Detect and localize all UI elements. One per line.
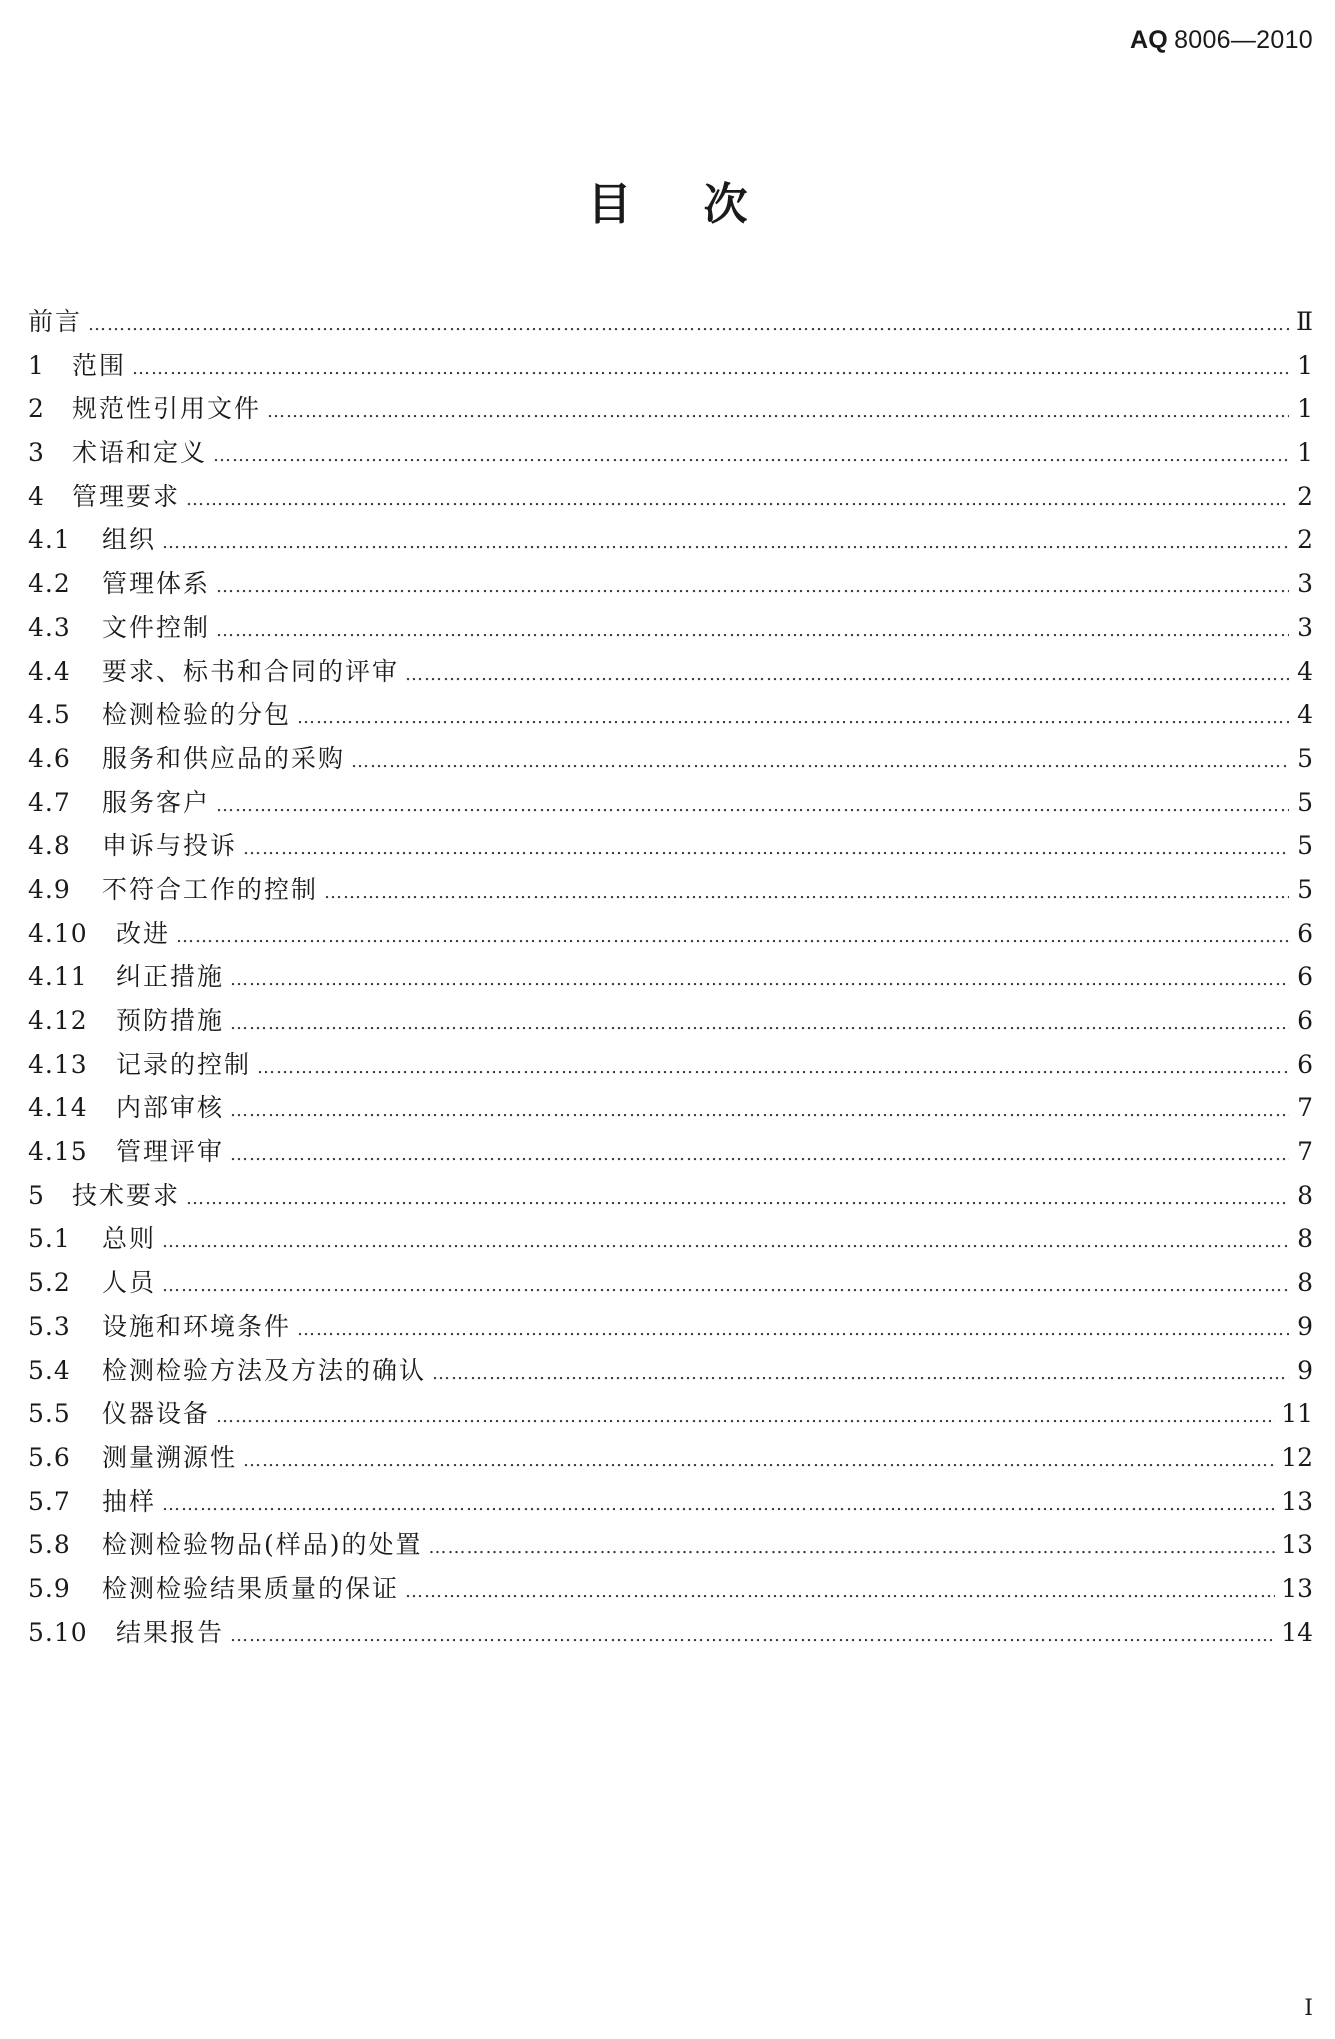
toc-entry-number: 5 xyxy=(28,1180,45,1210)
toc-leader-dots xyxy=(162,1483,1275,1527)
toc-entry-title: 要求、标书和合同的评审 xyxy=(102,656,400,686)
toc-entry-title: 检测检验物品(样品)的处置 xyxy=(102,1530,423,1560)
toc-entry-page: 3 xyxy=(1297,612,1313,642)
toc-entry[interactable] xyxy=(28,518,1313,562)
toc-entry-page: 13 xyxy=(1281,1573,1313,1603)
toc-entry[interactable] xyxy=(28,1480,1313,1524)
toc-entry-title: 测量溯源性 xyxy=(102,1442,238,1472)
toc-entry[interactable] xyxy=(28,650,1313,694)
page-number: I xyxy=(1304,1996,1313,2021)
toc-entry[interactable] xyxy=(28,1043,1313,1087)
toc-entry-number: 4.4 xyxy=(28,656,71,686)
toc-entry-number: 4.6 xyxy=(28,743,71,773)
toc-entry-title: 预防措施 xyxy=(116,1006,225,1035)
toc-entry-title: 管理评审 xyxy=(116,1137,225,1167)
toc-entry[interactable] xyxy=(28,1130,1313,1174)
toc-leader-dots xyxy=(230,1614,1275,1658)
toc-leader-dots xyxy=(186,1177,1289,1221)
toc-entry-number: 4.9 xyxy=(28,874,71,904)
toc-entry-number: 5.7 xyxy=(28,1486,71,1516)
toc-leader-dots xyxy=(243,1439,1275,1483)
toc-entry[interactable] xyxy=(28,955,1313,999)
toc-entry-page: 5 xyxy=(1297,831,1313,861)
toc-entry[interactable] xyxy=(28,475,1313,519)
toc-leader-dots xyxy=(132,347,1289,391)
toc-entry-number: 4.1 xyxy=(28,525,71,555)
table-of-contents xyxy=(28,300,1313,1654)
toc-entry[interactable] xyxy=(28,1217,1313,1261)
toc-leader-dots xyxy=(186,478,1289,522)
toc-entry-page: 8 xyxy=(1297,1180,1313,1210)
toc-entry-title: 记录的控制 xyxy=(116,1049,252,1079)
toc-entry[interactable] xyxy=(28,1174,1313,1218)
toc-entry-page: 14 xyxy=(1281,1617,1313,1647)
toc-entry-title: 范围 xyxy=(72,350,127,380)
toc-entry[interactable] xyxy=(28,1523,1313,1567)
toc-entry-title: 服务客户 xyxy=(102,787,211,817)
toc-entry-number: 5.3 xyxy=(28,1311,71,1341)
toc-entry[interactable] xyxy=(28,1086,1313,1130)
toc-entry-page: Ⅱ xyxy=(1296,307,1313,336)
toc-entry[interactable] xyxy=(28,606,1313,650)
toc-entry[interactable] xyxy=(28,1611,1313,1655)
toc-entry-title: 结果报告 xyxy=(116,1617,225,1647)
toc-entry[interactable] xyxy=(28,1305,1313,1349)
toc-entry-page: 6 xyxy=(1297,962,1313,992)
toc-entry-page: 11 xyxy=(1281,1399,1313,1429)
toc-entry-page: 6 xyxy=(1297,1006,1313,1035)
toc-entry-number: 4.14 xyxy=(28,1093,88,1123)
toc-entry-page: 9 xyxy=(1297,1311,1313,1341)
toc-entry-number: 4.10 xyxy=(28,918,88,948)
toc-entry-page: 9 xyxy=(1297,1355,1313,1385)
toc-entry[interactable] xyxy=(28,1567,1313,1611)
toc-leader-dots xyxy=(267,390,1289,434)
toc-entry-title: 申诉与投诉 xyxy=(102,831,238,861)
toc-leader-dots xyxy=(216,609,1289,653)
toc-leader-dots xyxy=(176,915,1289,959)
page-title: 目次 xyxy=(587,179,820,230)
toc-entry-number: 4.15 xyxy=(28,1137,88,1167)
toc-entry[interactable] xyxy=(28,1392,1313,1436)
toc-leader-dots xyxy=(162,1220,1289,1264)
toc-entry-number: 5.1 xyxy=(28,1224,71,1254)
toc-leader-dots xyxy=(257,1046,1289,1090)
toc-entry-number: 4.2 xyxy=(28,569,71,599)
toc-entry[interactable] xyxy=(28,344,1313,388)
toc-entry[interactable] xyxy=(28,1436,1313,1480)
toc-entry-page: 5 xyxy=(1297,874,1313,904)
toc-leader-dots xyxy=(297,696,1289,740)
toc-entry-number: 5.6 xyxy=(28,1442,71,1472)
toc-entry[interactable] xyxy=(28,737,1313,781)
toc-entry-title: 抽样 xyxy=(102,1486,157,1516)
toc-entry[interactable] xyxy=(28,1261,1313,1305)
toc-leader-dots xyxy=(351,740,1289,784)
toc-leader-dots xyxy=(216,1395,1275,1439)
toc-entry-title: 管理要求 xyxy=(72,481,181,511)
toc-entry[interactable] xyxy=(28,431,1313,475)
toc-entry-number: 4.3 xyxy=(28,612,71,642)
toc-entry[interactable] xyxy=(28,868,1313,912)
toc-entry-number: 5.4 xyxy=(28,1355,71,1385)
toc-entry-number: 4 xyxy=(28,481,45,511)
toc-leader-dots xyxy=(230,958,1289,1002)
toc-entry-title: 术语和定义 xyxy=(72,438,208,468)
toc-entry-number: 5.10 xyxy=(28,1617,88,1647)
toc-entry-title: 内部审核 xyxy=(116,1093,225,1123)
toc-entry-title: 设施和环境条件 xyxy=(102,1311,292,1341)
toc-entry-number: 5.2 xyxy=(28,1268,71,1298)
toc-entry[interactable] xyxy=(28,912,1313,956)
toc-leader-dots xyxy=(405,653,1289,697)
toc-entry-number: 4.8 xyxy=(28,831,71,861)
toc-entry-number: 4.11 xyxy=(28,962,88,992)
toc-entry-number: 4.5 xyxy=(28,700,71,730)
toc-entry-page: 5 xyxy=(1297,743,1313,773)
standard-number: 8006—2010 xyxy=(1174,26,1313,54)
toc-entry-title: 人员 xyxy=(102,1268,157,1298)
toc-entry-number: 4.12 xyxy=(28,1006,88,1035)
toc-entry-number: 5.5 xyxy=(28,1399,71,1429)
toc-entry-title: 纠正措施 xyxy=(116,962,225,992)
toc-entry[interactable] xyxy=(28,562,1313,606)
toc-entry-title: 总则 xyxy=(102,1224,157,1254)
toc-entry-page: 4 xyxy=(1297,656,1313,686)
toc-entry-page: 1 xyxy=(1297,438,1313,468)
toc-entry-title: 仪器设备 xyxy=(102,1399,211,1429)
toc-entry-number: 2 xyxy=(28,394,45,424)
toc-leader-dots xyxy=(88,303,1289,347)
toc-entry-number: 1 xyxy=(28,350,45,380)
toc-entry-title: 检测检验方法及方法的确认 xyxy=(102,1355,427,1385)
toc-leader-dots xyxy=(230,1002,1289,1046)
toc-entry-title: 不符合工作的控制 xyxy=(102,874,319,904)
toc-entry-page: 5 xyxy=(1297,787,1313,817)
toc-entry-page: 8 xyxy=(1297,1224,1313,1254)
toc-entry-title: 组织 xyxy=(102,525,157,555)
toc-leader-dots xyxy=(162,521,1289,565)
toc-entry[interactable] xyxy=(28,781,1313,825)
toc-entry[interactable] xyxy=(28,693,1313,737)
toc-leader-dots xyxy=(243,827,1289,871)
toc-entry-page: 12 xyxy=(1281,1442,1313,1472)
standard-prefix: AQ xyxy=(1129,26,1169,54)
toc-entry-page: 7 xyxy=(1297,1137,1313,1167)
toc-leader-dots xyxy=(216,565,1289,609)
toc-entry[interactable] xyxy=(28,387,1313,431)
toc-leader-dots xyxy=(162,1264,1289,1308)
toc-entry-title: 文件控制 xyxy=(102,612,211,642)
toc-entry-page: 6 xyxy=(1297,1049,1313,1079)
toc-entry-title: 规范性引用文件 xyxy=(72,394,262,424)
toc-entry-title: 检测检验结果质量的保证 xyxy=(102,1573,400,1603)
toc-leader-dots xyxy=(324,871,1289,915)
toc-entry-page: 8 xyxy=(1297,1268,1313,1298)
toc-entry-page: 6 xyxy=(1297,918,1313,948)
toc-entry-title: 改进 xyxy=(116,918,171,948)
toc-entry-page: 1 xyxy=(1297,350,1313,380)
toc-leader-dots xyxy=(405,1570,1275,1614)
toc-entry-number: 5.9 xyxy=(28,1573,71,1603)
toc-entry[interactable] xyxy=(28,1349,1313,1393)
toc-entry-number: 4.7 xyxy=(28,787,71,817)
toc-entry-page: 4 xyxy=(1297,700,1313,730)
toc-leader-dots xyxy=(216,784,1289,828)
toc-leader-dots xyxy=(230,1133,1289,1177)
toc-entry-number: 5.8 xyxy=(28,1530,71,1560)
toc-entry-page: 3 xyxy=(1297,569,1313,599)
standard-code xyxy=(1130,26,1313,55)
toc-leader-dots xyxy=(432,1352,1289,1396)
toc-entry-page: 1 xyxy=(1297,394,1313,424)
toc-entry-page: 2 xyxy=(1297,525,1313,555)
toc-entry-title: 管理体系 xyxy=(102,569,211,599)
toc-entry-title: 服务和供应品的采购 xyxy=(102,743,346,773)
toc-entry[interactable] xyxy=(28,824,1313,868)
toc-entry-page: 2 xyxy=(1297,481,1313,511)
toc-entry-page: 7 xyxy=(1297,1093,1313,1123)
toc-entry-title: 前言 xyxy=(28,307,83,336)
toc-leader-dots xyxy=(297,1308,1289,1352)
toc-leader-dots xyxy=(429,1526,1276,1570)
toc-entry-title: 技术要求 xyxy=(72,1180,181,1210)
toc-entry[interactable] xyxy=(28,300,1313,344)
toc-entry-number: 4.13 xyxy=(28,1049,88,1079)
toc-leader-dots xyxy=(230,1089,1289,1133)
toc-entry-number: 3 xyxy=(28,438,45,468)
toc-leader-dots xyxy=(213,434,1289,478)
toc-entry-title: 检测检验的分包 xyxy=(102,700,292,730)
toc-entry[interactable] xyxy=(28,999,1313,1043)
toc-entry-page: 13 xyxy=(1281,1530,1313,1560)
toc-entry-page: 13 xyxy=(1281,1486,1313,1516)
